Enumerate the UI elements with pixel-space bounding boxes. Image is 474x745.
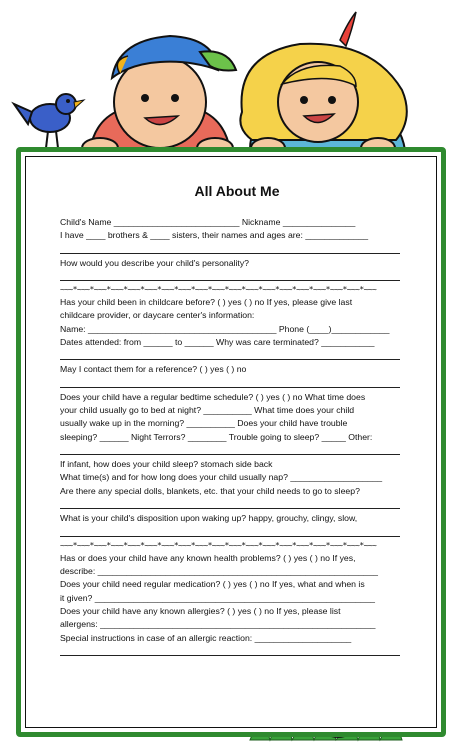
- form-line: Child's Name __________________________ Nickname _______________: [60, 217, 356, 227]
- form-line: allergens: _________________________________________________________: [60, 619, 376, 630]
- blank-line: [60, 377, 400, 388]
- divider-wavy: ~~~*~~~*~~~*~~~*~~~*~~~*~~~*~~~*~~~*~~~*~~~*~~~*~~~*~~~*~~~*~~~*~~~*~~~*~~~: [60, 285, 377, 295]
- blank-line: [60, 270, 400, 281]
- form-body: [60, 216, 400, 659]
- form-line: Special instructions in case of an allergic reaction: ____________________: [60, 632, 352, 643]
- form-line: describe: __________________________________________________________: [60, 565, 378, 576]
- form-line: I have ____ brothers & ____ sisters, their names and ages are: _____________: [60, 230, 369, 241]
- form-line: How would you describe your child's personality?: [60, 257, 250, 268]
- form-line: What time(s) and for how long does your child usually nap? ___________________: [60, 472, 383, 483]
- form-line: sleeping? ______ Night Terrors? ________ Trouble going to sleep? _____ Other:: [60, 431, 373, 442]
- blank-line: [60, 526, 400, 537]
- blank-line: [60, 645, 400, 656]
- blank-line: [60, 444, 400, 455]
- form-line: Are there any special dolls, blankets, etc. that your child needs to go to sleep?: [60, 485, 360, 496]
- form-line: Does your child have a regular bedtime schedule? ( ) yes ( ) no What time does: [60, 391, 366, 402]
- form-line: If infant, how does your child sleep? stomach side back: [60, 459, 273, 470]
- blank-line: [60, 349, 400, 360]
- form-line: What is your child's disposition upon waking up? happy, grouchy, clingy, slow,: [60, 513, 358, 524]
- form-line: your child usually go to bed at night? __________ What time does your child: [60, 405, 355, 416]
- divider-wavy: ~~~*~~~*~~~*~~~*~~~*~~~*~~~*~~~*~~~*~~~*~~~*~~~*~~~*~~~*~~~*~~~*~~~*~~~*~~~: [60, 540, 377, 550]
- form-line: Has your child been in childcare before? ( ) yes ( ) no If yes, please give last: [60, 297, 353, 308]
- form-line: Has or does your child have any known health problems? ( ) yes ( ) no If yes,: [60, 552, 356, 563]
- page-title: All About Me: [194, 183, 280, 199]
- form-line: childcare provider, or daycare center's information:: [60, 310, 255, 321]
- form-line: Does your child have any known allergies? ( ) yes ( ) no If yes, please list: [60, 605, 341, 616]
- form-line: Name: _______________________________________ Phone (____)____________: [60, 323, 390, 334]
- bird-icon: [14, 94, 84, 148]
- form-line: May I contact them for a reference? ( ) yes ( ) no: [60, 364, 247, 375]
- form-line: it given? __________________________________________________________: [60, 592, 376, 603]
- form-line: usually wake up in the morning? __________ Does your child have trouble: [60, 418, 348, 429]
- blank-line: [60, 498, 400, 509]
- boy-character-icon: [82, 36, 236, 158]
- form-line: Dates attended: from ______ to ______ Why was care terminated? ___________: [60, 337, 375, 348]
- form-line: Does your child need regular medication? ( ) yes ( ) no If yes, what and when is: [60, 579, 365, 590]
- blank-line: [60, 243, 400, 254]
- girl-character-icon: [240, 12, 406, 158]
